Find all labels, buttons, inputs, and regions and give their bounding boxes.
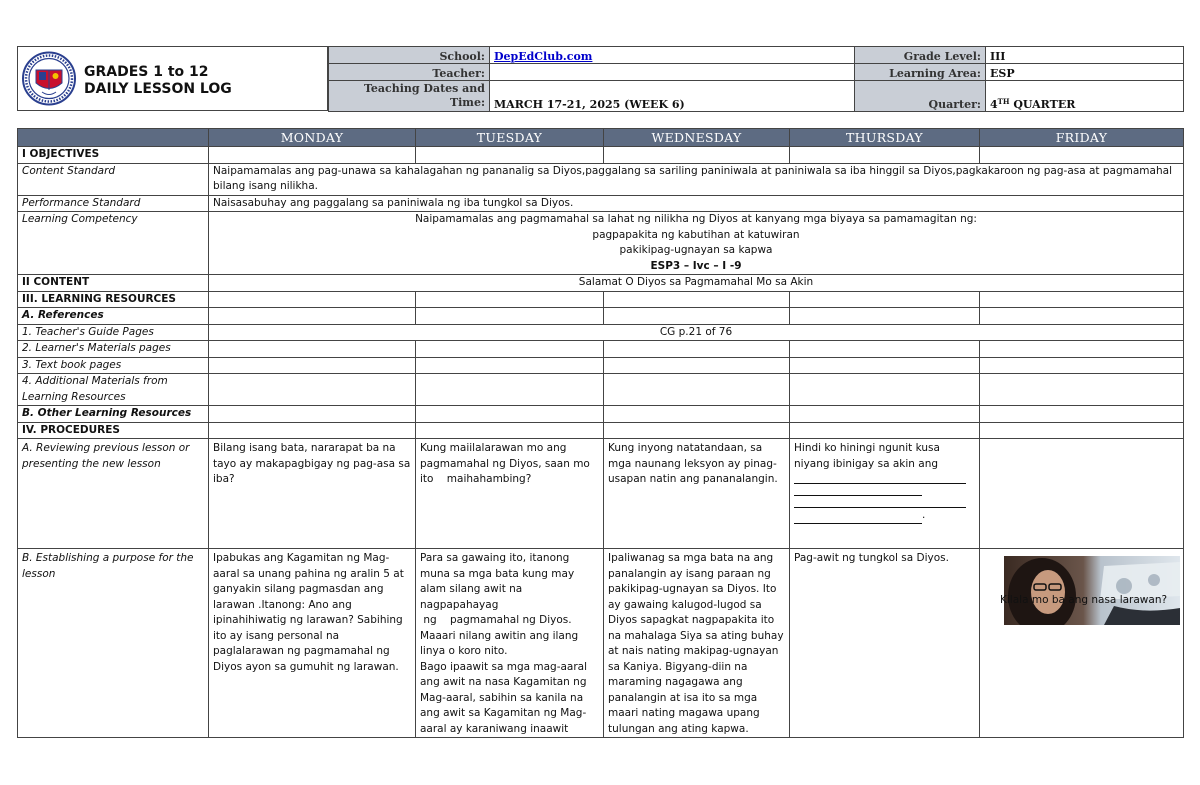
header-info-table <box>328 46 1184 112</box>
content-label: II CONTENT <box>18 275 209 292</box>
day-monday: MONDAY <box>209 129 416 147</box>
dates-label-line-1: Teaching Dates and <box>363 82 485 95</box>
days-header-corner <box>18 129 209 147</box>
quarter-number: 4 <box>990 98 998 111</box>
purpose-tuesday-part-2: ng pagmamahal ng Diyos. Maaari nilang awitin ang ilang linya o koro nito. <box>420 614 582 657</box>
learning-area-value: ESP <box>986 64 1184 81</box>
quarter-suffix: TH <box>997 97 1010 106</box>
learning-competency-label: Learning Competency <box>18 212 209 275</box>
review-tuesday-line-2: ito maihahambing? <box>420 473 532 485</box>
references-label: A. References <box>18 308 209 325</box>
teacher-value <box>490 64 855 81</box>
other-resources-label: B. Other Learning Resources <box>18 406 209 423</box>
additional-materials-line-1: 4. Additional Materials from <box>22 375 168 387</box>
content-standard-label: Content Standard <box>18 163 209 195</box>
grade-level-label: Grade Level: <box>855 47 986 64</box>
quarter-word: QUARTER <box>1009 98 1076 111</box>
content-standard-row <box>18 163 1184 195</box>
quarter-value <box>986 81 1184 112</box>
purpose-thursday: Pag-awit ng tungkol sa Diyos. <box>790 549 980 738</box>
learners-materials-label: 2. Learner's Materials pages <box>18 341 209 358</box>
grade-level-value: III <box>986 47 1184 64</box>
fill-blank-last <box>794 508 975 524</box>
fill-blank-line-4 <box>794 512 922 524</box>
review-wednesday: Kung inyong natatandaan, sa mga naunang leksyon ay pinag-usapan natin ang pananalangin. <box>604 439 790 549</box>
competency-code: ESP3 – Ivc – I -9 <box>650 259 742 272</box>
purpose-tuesday <box>416 549 604 738</box>
purpose-monday: Ipabukas ang Kagamitan ng Mag-aaral sa unang pahina ng aralin 5 at ganyakin silang pagmasdan ang larawan .Itanong: Ano ang ipinahihiwatig ng larawan? Sabihing ito ay isang personal na paglalarawan ng pagmamahal ng Diyos ayon sa gumuhit ng larawan. <box>209 549 416 738</box>
performance-standard-row <box>18 195 1184 212</box>
teachers-guide-value: CG p.21 of 76 <box>209 324 1184 341</box>
content-row <box>18 275 1184 292</box>
school-label: School: <box>329 47 490 64</box>
learners-materials-row <box>18 341 1184 358</box>
fill-blank-line-1 <box>794 472 966 484</box>
competency-line-1: Naipamamalas ang pagmamahal sa lahat ng nilikha ng Diyos at kanyang mga biyaya sa pamamagitan ng: <box>415 213 977 225</box>
purpose-tuesday-part-1: Para sa gawaing ito, itanong muna sa mga bata kung may alam silang awit na nagpapahayag <box>420 552 575 611</box>
additional-materials-row <box>18 374 1184 406</box>
competency-line-2: pagpapakita ng kabutihan at katuwiran <box>592 228 800 241</box>
procedures-row <box>18 422 1184 439</box>
review-thursday <box>790 439 980 549</box>
purpose-label: B. Establishing a purpose for the lesson <box>18 549 209 738</box>
objectives-label: I OBJECTIVES <box>18 147 209 164</box>
textbook-label: 3. Text book pages <box>18 357 209 374</box>
learning-competency-text <box>209 212 1184 275</box>
teaching-dates-label <box>329 81 490 112</box>
day-tuesday: TUESDAY <box>416 129 604 147</box>
review-monday: Bilang isang bata, nararapat ba na tayo ay makapagbigay ng pag-asa sa iba? <box>209 439 416 549</box>
references-row <box>18 308 1184 325</box>
day-friday: FRIDAY <box>980 129 1184 147</box>
teachers-guide-row <box>18 324 1184 341</box>
competency-line-3: pakikipag-ugnayan sa kapwa <box>619 244 773 256</box>
teacher-label: Teacher: <box>329 64 490 81</box>
other-resources-row <box>18 406 1184 423</box>
learning-resources-row <box>18 291 1184 308</box>
title-line-2: DAILY LESSON LOG <box>84 81 232 97</box>
days-header-row <box>18 129 1184 147</box>
learning-area-label: Learning Area: <box>855 64 986 81</box>
school-link[interactable]: DepEdClub.com <box>494 50 593 63</box>
lesson-log-table <box>17 128 1184 738</box>
day-thursday: THURSDAY <box>790 129 980 147</box>
content-standard-text: Naipamamalas ang pag-unawa sa kahalagahan ng pananalig sa Diyos,paggalang sa sariling paniniwala at paniniwala sa iba hinggil sa Diyos,pagkakaroon ng pag-asa at pagmamahal bilang isang nilikha. <box>209 163 1184 195</box>
objectives-row <box>18 147 1184 164</box>
purpose-wednesday: Ipaliwanag sa mga bata na ang panalangin ay isang paraan ng pakikipag-ugnayan sa Diyos. Ito ay gawaing kalugod-lugod sa Diyos sapagkat nagpapakita ito na mahalaga Siya sa ating buhay at nais nating makipag-ugnayan sa Kaniya. Bigyang-diin na maraming nagagawa ang panalangin at isa ito sa mga maari nating magawa upang tulungan ang ating kapwa. <box>604 549 790 738</box>
page-title <box>84 64 232 98</box>
fill-blank-period: . <box>922 509 926 521</box>
review-tuesday-line-1: Kung maiilalarawan mo ang pagmamahal ng Diyos, saan mo <box>420 442 590 470</box>
day-wednesday: WEDNESDAY <box>604 129 790 147</box>
teachers-guide-label: 1. Teacher's Guide Pages <box>18 324 209 341</box>
purpose-tuesday-part-3: Bago ipaawit sa mga mag-aaral ang awit na nasa Kagamitan ng Mag-aaral, sabihin sa kanila na ang awit sa Kagamitan ng Mag-aaral ay karaniwang inaawit <box>420 660 588 735</box>
header-logo-block <box>17 46 328 111</box>
procedures-label: IV. PROCEDURES <box>18 422 209 439</box>
review-tuesday <box>416 439 604 549</box>
review-thursday-text: Hindi ko hiningi ngunit kusa niyang ibinigay sa akin ang <box>794 442 940 470</box>
title-line-1: GRADES 1 to 12 <box>84 64 209 80</box>
review-label: A. Reviewing previous lesson or presenting the new lesson <box>18 439 209 549</box>
additional-materials-line-2: Learning Resources <box>22 390 126 403</box>
performance-standard-label: Performance Standard <box>18 195 209 212</box>
school-value <box>490 47 855 64</box>
content-value: Salamat O Diyos sa Pagmamahal Mo sa Akin <box>209 275 1184 292</box>
fill-blank-line-3 <box>794 496 966 508</box>
textbook-row <box>18 357 1184 374</box>
learning-competency-row <box>18 212 1184 275</box>
friday-photo-image <box>1004 556 1180 625</box>
deped-seal-icon <box>22 50 76 107</box>
teaching-dates-value: MARCH 17-21, 2025 (WEEK 6) <box>490 81 855 112</box>
review-row <box>18 439 1184 549</box>
friday-photo-caption: Kilala mo ba ang nasa larawan? <box>1000 594 1168 606</box>
additional-materials-label <box>18 374 209 406</box>
quarter-label: Quarter: <box>855 81 986 112</box>
dates-label-line-2: Time: <box>449 96 485 109</box>
performance-standard-text: Naisasabuhay ang paggalang sa paniniwala ng iba tungkol sa Diyos. <box>209 195 1184 212</box>
learning-resources-label: III. LEARNING RESOURCES <box>18 291 209 308</box>
fill-blank-line-2 <box>794 484 922 496</box>
